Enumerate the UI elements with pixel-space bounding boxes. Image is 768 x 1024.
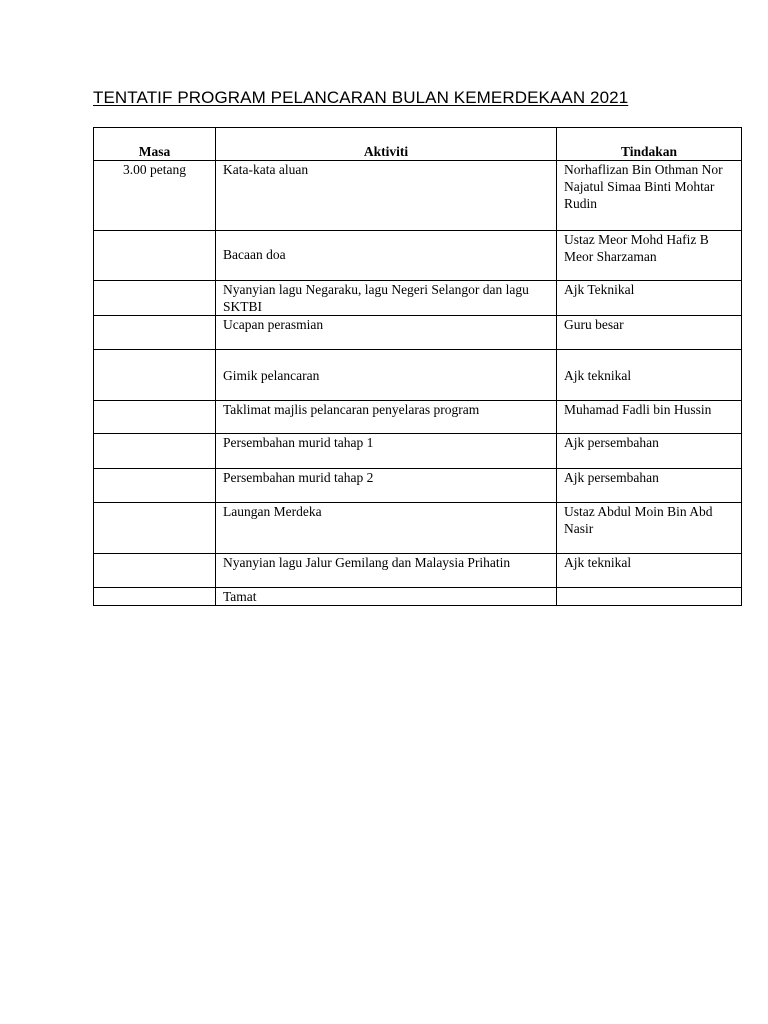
cell-aktiviti: Persembahan murid tahap 2 bbox=[216, 469, 557, 503]
table-row bbox=[94, 554, 742, 588]
document-title: TENTATIF PROGRAM PELANCARAN BULAN KEMERDEKAAN 2021 bbox=[93, 88, 629, 107]
schedule-table bbox=[93, 127, 742, 606]
table-header-row bbox=[94, 128, 742, 161]
cell-tindakan: Ajk persembahan bbox=[557, 434, 742, 469]
header-tindakan: Tindakan bbox=[557, 128, 742, 161]
cell-tindakan: Ustaz Meor Mohd Hafiz B Meor Sharzaman bbox=[557, 231, 742, 281]
cell-tindakan: Norhaflizan Bin Othman Nor Najatul Simaa Binti Mohtar Rudin bbox=[557, 161, 742, 231]
cell-aktiviti: Ucapan perasmian bbox=[216, 316, 557, 350]
cell-tindakan: Ajk persembahan bbox=[557, 469, 742, 503]
cell-aktiviti: Tamat bbox=[216, 588, 557, 606]
table-row bbox=[94, 401, 742, 434]
cell-aktiviti-text: Gimik pelancaran bbox=[223, 368, 320, 383]
cell-aktiviti-text: Bacaan doa bbox=[223, 247, 286, 262]
table-row bbox=[94, 161, 742, 231]
cell-tindakan: Guru besar bbox=[557, 316, 742, 350]
cell-tindakan: Muhamad Fadli bin Hussin bbox=[557, 401, 742, 434]
cell-aktiviti: Kata-kata aluan bbox=[216, 161, 557, 231]
cell-masa bbox=[94, 350, 216, 401]
header-aktiviti: Aktiviti bbox=[216, 128, 557, 161]
table-row bbox=[94, 503, 742, 554]
cell-masa bbox=[94, 401, 216, 434]
table-row bbox=[94, 469, 742, 503]
cell-aktiviti: Taklimat majlis pelancaran penyelaras program bbox=[216, 401, 557, 434]
cell-masa bbox=[94, 469, 216, 503]
cell-masa bbox=[94, 316, 216, 350]
header-masa: Masa bbox=[94, 128, 216, 161]
cell-masa bbox=[94, 231, 216, 281]
table-row bbox=[94, 231, 742, 281]
cell-masa bbox=[94, 554, 216, 588]
cell-aktiviti: Nyanyian lagu Jalur Gemilang dan Malaysia Prihatin bbox=[216, 554, 557, 588]
table-row bbox=[94, 350, 742, 401]
cell-tindakan-text: Ajk teknikal bbox=[564, 368, 632, 383]
cell-aktiviti: Laungan Merdeka bbox=[216, 503, 557, 554]
cell-masa bbox=[94, 434, 216, 469]
table-row bbox=[94, 588, 742, 606]
cell-masa bbox=[94, 588, 216, 606]
cell-tindakan bbox=[557, 350, 742, 401]
cell-aktiviti bbox=[216, 350, 557, 401]
table-row bbox=[94, 316, 742, 350]
cell-aktiviti: Persembahan murid tahap 1 bbox=[216, 434, 557, 469]
cell-tindakan: Ajk Teknikal bbox=[557, 281, 742, 316]
table-row bbox=[94, 434, 742, 469]
cell-masa bbox=[94, 281, 216, 316]
cell-tindakan bbox=[557, 588, 742, 606]
cell-aktiviti: Nyanyian lagu Negaraku, lagu Negeri Selangor dan lagu SKTBI bbox=[216, 281, 557, 316]
cell-tindakan: Ajk teknikal bbox=[557, 554, 742, 588]
table-row bbox=[94, 281, 742, 316]
cell-aktiviti bbox=[216, 231, 557, 281]
cell-masa bbox=[94, 503, 216, 554]
cell-masa: 3.00 petang bbox=[94, 161, 216, 231]
cell-tindakan: Ustaz Abdul Moin Bin Abd Nasir bbox=[557, 503, 742, 554]
